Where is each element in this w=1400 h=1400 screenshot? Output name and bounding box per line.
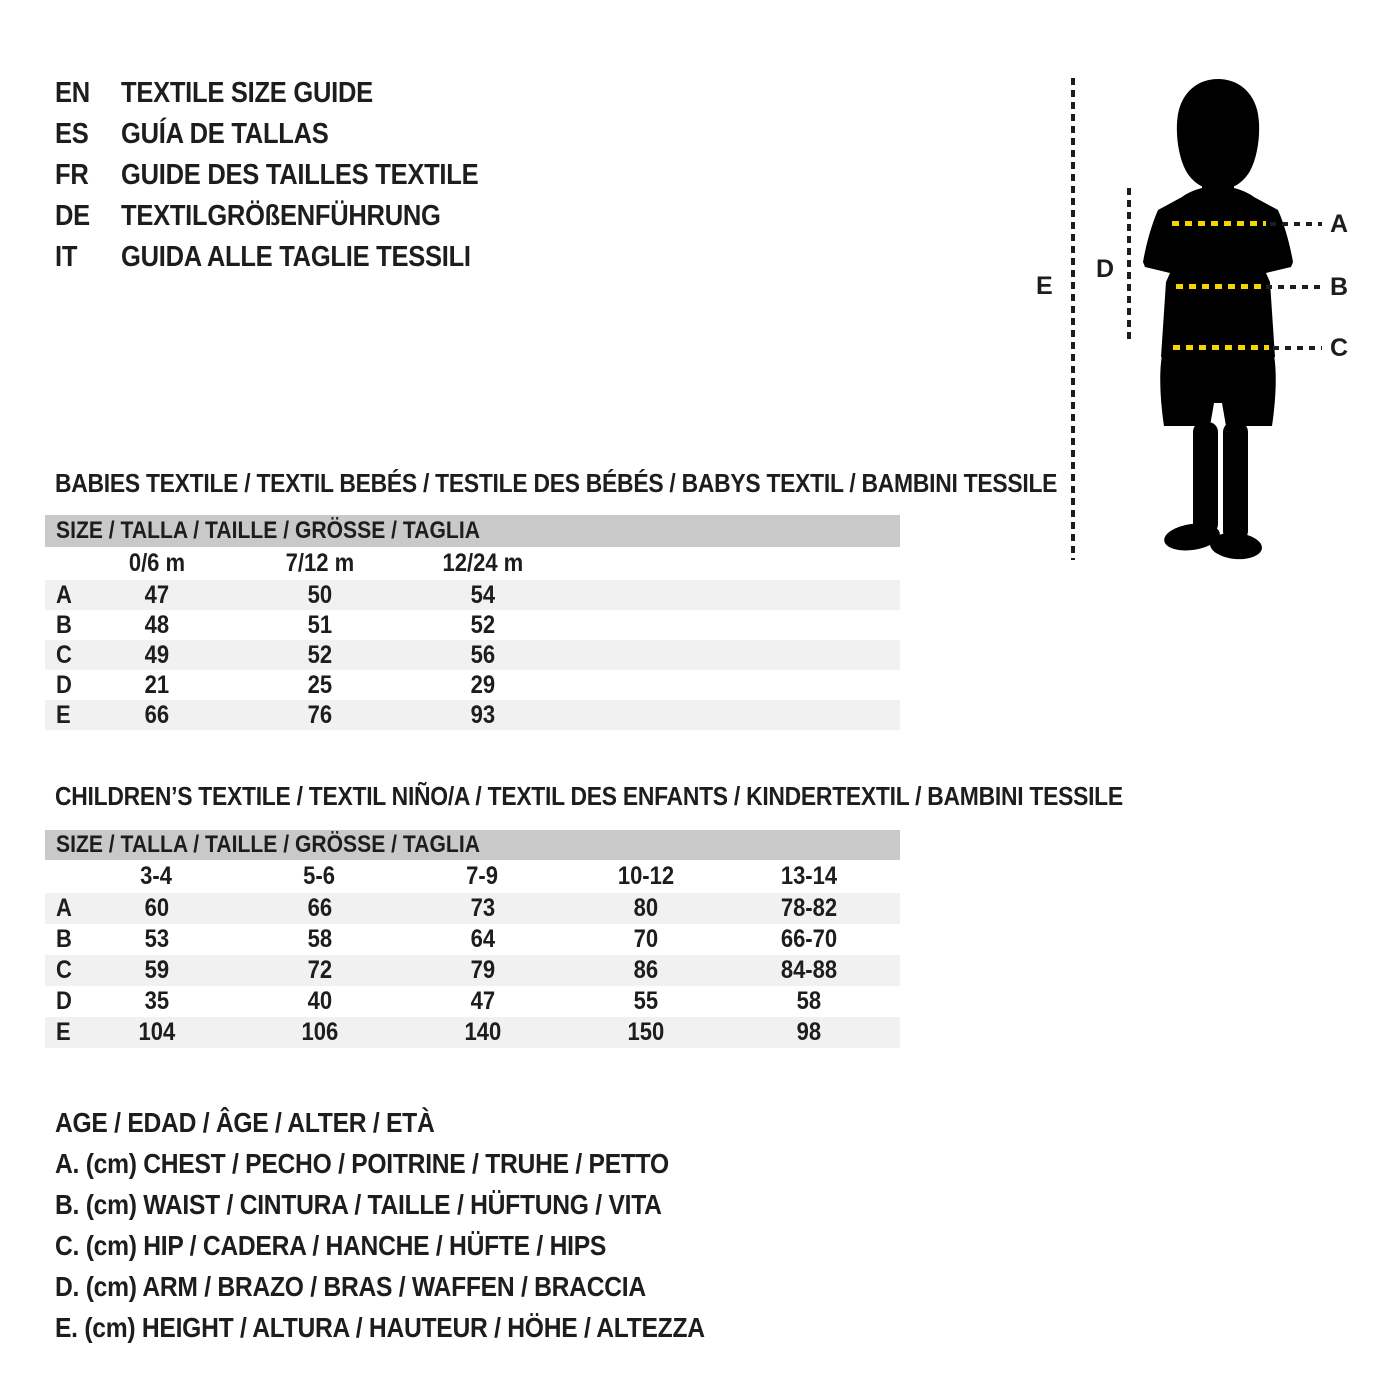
table-cell: 52: [307, 640, 332, 669]
table-cell: 86: [633, 956, 658, 984]
table-cell: 35: [144, 987, 169, 1015]
waist-measure-line-yellow: [1176, 284, 1262, 289]
children-table-row-e: [45, 1017, 900, 1048]
row-label: A: [56, 894, 72, 922]
table-cell: 56: [470, 640, 495, 669]
babies-column-header: 12/24 m: [442, 549, 523, 577]
table-cell: 78-82: [780, 894, 837, 922]
children-table-row-b: [45, 924, 900, 955]
page-title-it: GUIDA ALLE TAGLIE TESSILI: [121, 241, 471, 273]
table-cell: 55: [633, 987, 658, 1015]
legend-height-line: E. (cm) HEIGHT / ALTURA / HAUTEUR / HÖHE / ALTEZZA: [55, 1311, 705, 1343]
child-silhouette: [1140, 76, 1296, 562]
table-cell: 54: [470, 580, 495, 609]
table-cell: 47: [470, 987, 495, 1015]
table-cell: 59: [144, 956, 169, 984]
table-cell: 60: [144, 894, 169, 922]
table-cell: 58: [796, 987, 821, 1015]
table-cell: 150: [627, 1018, 664, 1046]
language-row-fr: [55, 155, 527, 196]
row-label: E: [56, 700, 71, 729]
row-label: D: [56, 987, 72, 1015]
legend-age-line: AGE / EDAD / ÂGE / ALTER / ETÀ: [55, 1106, 435, 1138]
children-column-header: 5-6: [303, 862, 336, 890]
babies-table-row-e: [45, 700, 900, 730]
babies-table-row-a: [45, 580, 900, 610]
height-line-label: E: [1036, 272, 1053, 300]
chest-measure-line-yellow: [1172, 221, 1266, 226]
children-table-row-d: [45, 986, 900, 1017]
table-cell: 66: [307, 894, 332, 922]
row-label: C: [56, 956, 72, 984]
language-row-it: [55, 237, 527, 278]
hip-measure-line-dark: [1273, 346, 1322, 350]
children-size-header-label: SIZE / TALLA / TAILLE / GRÖSSE / TAGLIA: [56, 831, 480, 858]
table-cell: 140: [464, 1018, 501, 1046]
table-cell: 48: [144, 610, 169, 639]
language-code-en: EN: [55, 77, 90, 109]
row-label: E: [56, 1018, 71, 1046]
row-label: B: [56, 925, 72, 953]
children-column-header: 3-4: [140, 862, 173, 890]
children-column-header: 7-9: [466, 862, 499, 890]
legend-waist-line: B. (cm) WAIST / CINTURA / TAILLE / HÜFTUNG / VITA: [55, 1188, 662, 1220]
chest-line-label: A: [1330, 210, 1349, 238]
table-cell: 51: [307, 610, 332, 639]
hip-measure-line-yellow: [1173, 345, 1269, 350]
language-row-de: [55, 196, 527, 237]
chest-measure-line-dark: [1270, 222, 1322, 226]
babies-table-row-c: [45, 640, 900, 670]
babies-size-header-label: SIZE / TALLA / TAILLE / GRÖSSE / TAGLIA: [56, 517, 480, 544]
babies-table-row-d: [45, 670, 900, 700]
legend-hip-line: C. (cm) HIP / CADERA / HANCHE / HÜFTE / HIPS: [55, 1229, 607, 1261]
babies-size-header-bar: [45, 515, 900, 547]
waist-measure-line-dark: [1266, 285, 1322, 289]
babies-column-header: 0/6 m: [128, 549, 185, 577]
babies-table-title: BABIES TEXTILE / TEXTIL BEBÉS / TESTILE DES BÉBÉS / BABYS TEXTIL / BAMBINI TESSILE: [55, 468, 1058, 498]
table-cell: 93: [470, 700, 495, 729]
table-cell: 40: [307, 987, 332, 1015]
legend-arm-line: D. (cm) ARM / BRAZO / BRAS / WAFFEN / BRACCIA: [55, 1270, 646, 1302]
page-title-de: TEXTILGRÖßENFÜHRUNG: [121, 200, 441, 232]
table-cell: 47: [144, 580, 169, 609]
children-table: [45, 830, 900, 1048]
table-cell: 73: [470, 894, 495, 922]
page-title-fr: GUIDE DES TAILLES TEXTILE: [121, 159, 479, 191]
table-cell: 64: [470, 925, 495, 953]
children-column-header: 10-12: [617, 862, 674, 890]
table-cell: 29: [470, 670, 495, 699]
table-cell: 21: [144, 670, 169, 699]
row-label: D: [56, 670, 72, 699]
table-cell: 25: [307, 670, 332, 699]
table-cell: 76: [307, 700, 332, 729]
language-code-es: ES: [55, 118, 89, 150]
children-column-headers: [45, 860, 900, 893]
babies-column-header: 7/12 m: [285, 549, 354, 577]
waist-line-label: B: [1330, 273, 1349, 301]
babies-table-row-b: [45, 610, 900, 640]
table-cell: 53: [144, 925, 169, 953]
table-cell: 104: [138, 1018, 175, 1046]
arm-measure-dotted-line-d: [1127, 188, 1131, 343]
table-cell: 106: [301, 1018, 338, 1046]
children-table-row-c: [45, 955, 900, 986]
page-title-es: GUÍA DE TALLAS: [121, 118, 329, 150]
table-cell: 58: [307, 925, 332, 953]
page-title-en: TEXTILE SIZE GUIDE: [121, 77, 373, 109]
table-cell: 66: [144, 700, 169, 729]
table-cell: 79: [470, 956, 495, 984]
babies-column-headers: [45, 547, 900, 580]
children-table-title: CHILDREN’S TEXTILE / TEXTIL NIÑO/A / TEXTIL DES ENFANTS / KINDERTEXTIL / BAMBINI TESSILE: [55, 781, 1123, 811]
language-row-es: [55, 114, 527, 155]
table-cell: 72: [307, 956, 332, 984]
table-cell: 50: [307, 580, 332, 609]
table-cell: 66-70: [780, 925, 837, 953]
language-title-block: [55, 73, 527, 278]
measurement-legend: [55, 1102, 793, 1348]
language-code-de: DE: [55, 200, 90, 232]
children-table-row-a: [45, 893, 900, 924]
babies-table: [45, 515, 900, 730]
table-cell: 80: [633, 894, 658, 922]
hip-line-label: C: [1330, 334, 1349, 362]
table-cell: 52: [470, 610, 495, 639]
row-label: B: [56, 610, 72, 639]
table-cell: 98: [796, 1018, 821, 1046]
table-cell: 84-88: [780, 956, 837, 984]
language-code-fr: FR: [55, 159, 89, 191]
children-column-header: 13-14: [780, 862, 837, 890]
arm-line-label: D: [1096, 255, 1115, 283]
row-label: A: [56, 580, 72, 609]
language-code-it: IT: [55, 241, 78, 273]
children-size-header-bar: [45, 830, 900, 860]
row-label: C: [56, 640, 72, 669]
table-cell: 70: [633, 925, 658, 953]
table-cell: 49: [144, 640, 169, 669]
legend-chest-line: A. (cm) CHEST / PECHO / POITRINE / TRUHE / PETTO: [55, 1147, 669, 1179]
language-row-en: [55, 73, 527, 114]
